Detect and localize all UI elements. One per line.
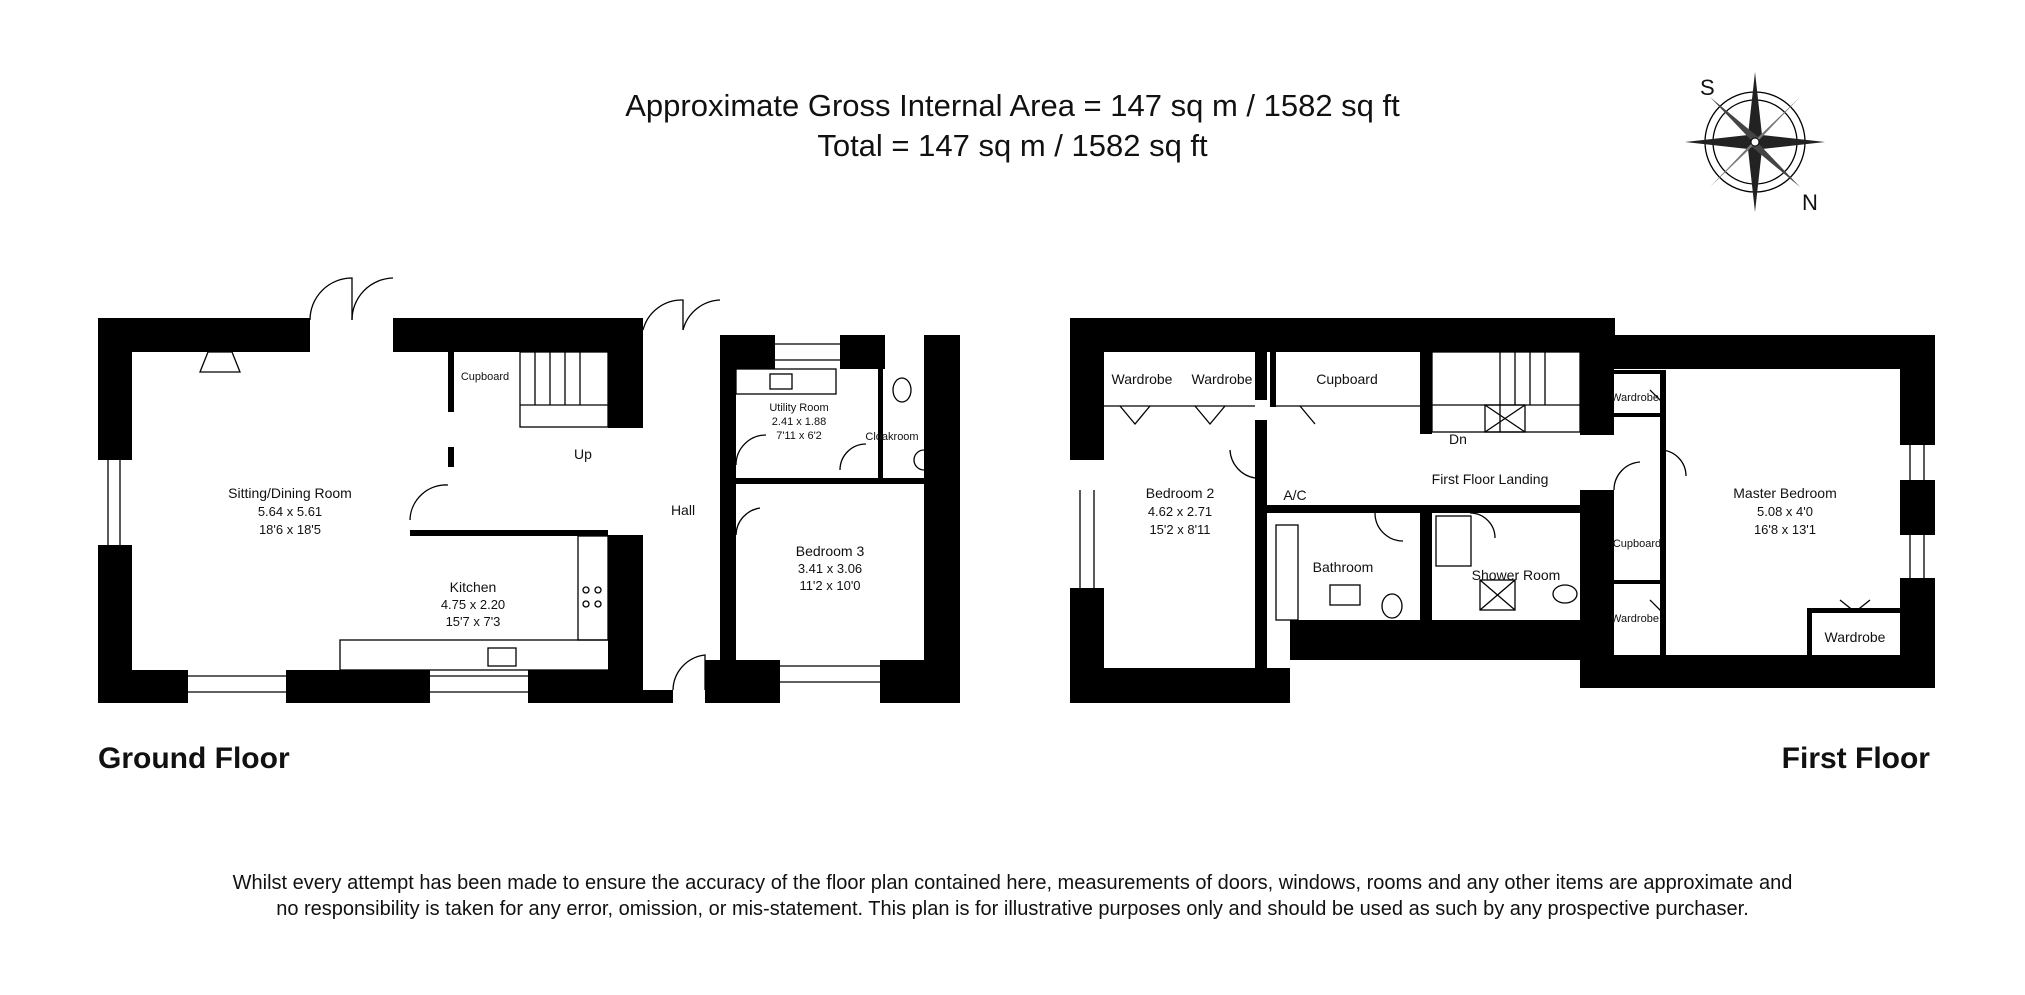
ff-stairs-down-label: Dn (1449, 431, 1467, 447)
master-bedroom-name: Master Bedroom (1733, 485, 1837, 501)
bedroom3-metric: 3.41 x 3.06 (797, 561, 863, 576)
disclaimer-line-2: no responsibility is taken for any error, omission, or mis-statement. This plan is for illustrative purposes only and should be used as such by any prospective purchaser. (276, 898, 1749, 920)
wardrobe-small-bottom-label: Wardrobe (1611, 613, 1659, 625)
kitchen-name: Kitchen (449, 579, 497, 595)
bedroom2-metric: 4.62 x 2.71 (1147, 504, 1213, 519)
compass-north-label: N (1802, 190, 1818, 215)
utility-room-imperial: 7'11 x 6'2 (776, 430, 822, 442)
hall-label: Hall (670, 502, 696, 518)
first-floor-title: First Floor (1781, 742, 1930, 775)
bedroom3-name: Bedroom 3 (795, 543, 865, 559)
master-bedroom-imperial: 16'8 x 13'1 (1753, 522, 1817, 537)
sitting-room-metric: 5.64 x 5.61 (257, 504, 323, 519)
bedroom3-imperial: 11'2 x 10'0 (799, 578, 861, 593)
gf-cupboard-label: Cupboard (460, 371, 510, 383)
ff-cupboard-label: Cupboard (1316, 371, 1378, 387)
wardrobe-a-label: Wardrobe (1111, 371, 1173, 387)
master-bedroom-metric: 5.08 x 4'0 (1757, 504, 1813, 519)
wardrobe-small-top-label: Wardrobe (1611, 392, 1659, 404)
kitchen-imperial: 15'7 x 7'3 (445, 614, 501, 629)
shower-room-label: Shower Room (1471, 567, 1561, 583)
utility-room-metric: 2.41 x 1.88 (771, 416, 827, 428)
kitchen-metric: 4.75 x 2.20 (440, 597, 506, 612)
first-floor-landing-label: First Floor Landing (1431, 471, 1549, 487)
bedroom2-imperial: 15'2 x 8'11 (1149, 522, 1211, 537)
bathroom-label: Bathroom (1312, 559, 1374, 575)
disclaimer-line-1: Whilst every attempt has been made to ensure the accuracy of the floor plan contained here, measurements of doors, windows, rooms and any other items are approximate and (232, 872, 1793, 894)
utility-room-name: Utility Room (769, 402, 829, 414)
cloakroom-label: Cloakroom (865, 431, 919, 443)
gf-stairs-up-label: Up (574, 446, 592, 462)
ground-floor-title: Ground Floor (98, 742, 290, 775)
sitting-room-name: Sitting/Dining Room (228, 485, 352, 501)
bedroom2-name: Bedroom 2 (1145, 485, 1215, 501)
total-heading: Total = 147 sq m / 1582 sq ft (817, 128, 1208, 163)
wardrobe-master-label: Wardrobe (1824, 629, 1886, 645)
sitting-room-imperial: 18'6 x 18'5 (258, 522, 322, 537)
wardrobe-b-label: Wardrobe (1191, 371, 1253, 387)
compass-south-label: S (1700, 75, 1715, 100)
area-heading: Approximate Gross Internal Area = 147 sq m / 1582 sq ft (625, 88, 1400, 123)
ac-cupboard-label: A/C (1283, 487, 1307, 503)
cupboard-small-label: Cupboard (1612, 538, 1662, 550)
ground-floor-walls (98, 318, 960, 703)
